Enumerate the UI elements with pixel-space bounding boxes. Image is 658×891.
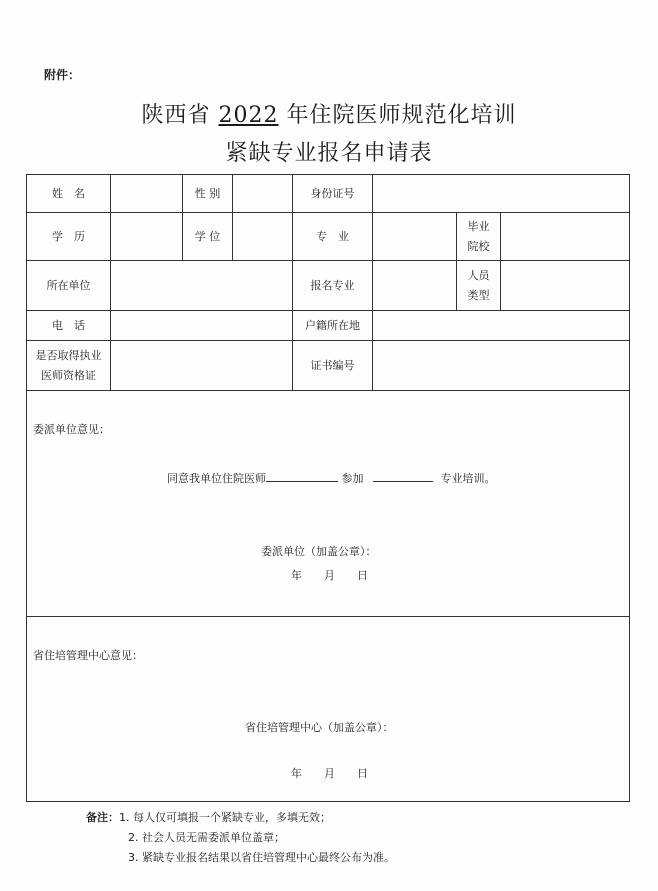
form-title-line1 [0, 98, 658, 129]
input-phone[interactable] [111, 311, 293, 341]
title-prefix: 陕西省 [141, 103, 211, 128]
remark-2: 2. 社会人员无需委派单位盖章； [128, 831, 285, 844]
label-applied-major: 报名专业 [293, 261, 373, 311]
input-gender[interactable] [233, 175, 293, 213]
label-graduate-school: 毕业院校 [457, 213, 501, 261]
label-gender: 性 别 [183, 175, 233, 213]
remarks-label: 备注： [86, 811, 119, 824]
doctor-name-blank[interactable] [266, 469, 338, 482]
input-major[interactable] [373, 213, 457, 261]
provincial-opinion-label: 省住培管理中心意见： [33, 649, 143, 662]
input-applied-major[interactable] [373, 261, 457, 311]
input-graduate-school[interactable] [501, 213, 629, 261]
input-hukou[interactable] [373, 311, 629, 341]
remark-3: 3. 紧缺专业报名结果以省住培管理中心最终公布为准。 [128, 851, 395, 864]
title-suffix: 年住院医师规范化培训 [286, 103, 517, 128]
label-work-unit: 所在单位 [27, 261, 111, 311]
label-education: 学 历 [27, 213, 111, 261]
label-degree: 学 位 [183, 213, 233, 261]
label-person-type: 人员类型 [457, 261, 501, 311]
dispatch-agree-statement [167, 469, 496, 486]
specialty-blank[interactable] [373, 469, 433, 482]
application-table [26, 174, 630, 802]
remarks-section [86, 808, 395, 868]
dispatch-unit-opinion-section [27, 391, 629, 617]
input-person-type[interactable] [501, 261, 629, 311]
form-title-line2: 紧缺专业报名申请表 [225, 141, 433, 166]
input-education[interactable] [111, 213, 183, 261]
provincial-center-opinion-section [27, 617, 629, 801]
label-phone: 电 话 [27, 311, 111, 341]
label-major: 专 业 [293, 213, 373, 261]
input-work-unit[interactable] [111, 261, 293, 311]
agree-mid-text: 参加 [341, 472, 364, 485]
dispatch-date: 年 月 日 [291, 569, 368, 582]
agree-pre-text: 同意我单位住院医师 [167, 472, 266, 485]
dispatch-opinion-label: 委派单位意见： [33, 423, 110, 436]
label-certificate-number: 证书编号 [293, 341, 373, 391]
provincial-seal-label: 省住培管理中心（加盖公章）： [245, 721, 394, 734]
attachment-label: 附件： [44, 68, 81, 82]
remark-1: 备注：1. 每人仅可填报一个紧缺专业，多填无效； [86, 811, 331, 824]
label-hukou: 户籍所在地 [293, 311, 373, 341]
label-name: 姓 名 [27, 175, 111, 213]
input-certificate-number[interactable] [373, 341, 629, 391]
input-name[interactable] [111, 175, 183, 213]
agree-post-text: 专业培训。 [440, 472, 496, 485]
title-year: 2022 [218, 103, 279, 128]
input-license[interactable] [111, 341, 293, 391]
input-id-number[interactable] [373, 175, 629, 213]
provincial-date: 年 月 日 [291, 767, 368, 780]
label-id-number: 身份证号 [293, 175, 373, 213]
label-license: 是否取得执业医师资格证 [27, 341, 111, 391]
dispatch-seal-label: 委派单位（加盖公章）： [261, 545, 377, 558]
input-degree[interactable] [233, 213, 293, 261]
